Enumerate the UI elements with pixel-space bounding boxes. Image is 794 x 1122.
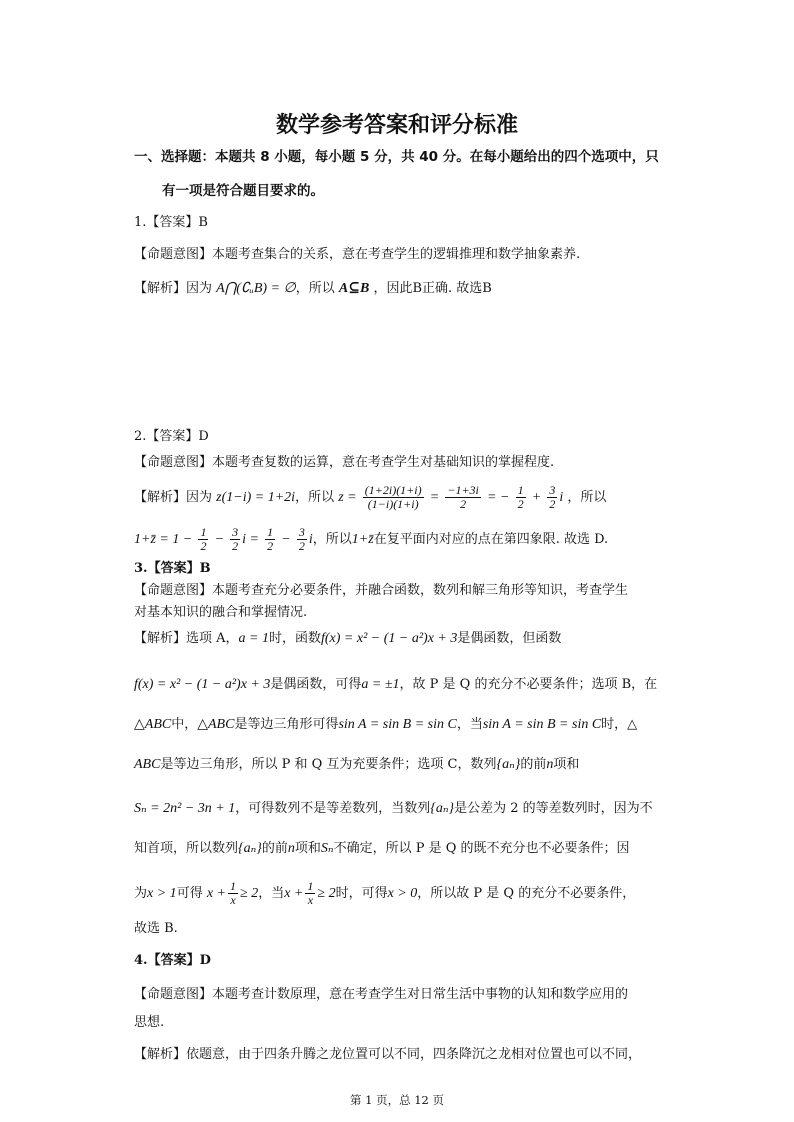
q3-analysis-a xyxy=(134,630,561,648)
q3-answer: 3.【答案】B xyxy=(134,561,211,576)
q3-intent-line1: 【命题意图】本题考查充分必要条件，并融合函数，数列和解三角形等知识，考查学生 xyxy=(134,583,629,598)
section-heading-line2: 有一项是符合题目要求的。 xyxy=(162,183,324,199)
q2-l2-b-num: 3 xyxy=(232,525,239,539)
q2-analysis-line2 xyxy=(134,526,608,553)
q2-l2-mid: ，所以 xyxy=(312,532,352,547)
q4-intent-line1: 【命题意图】本题考查计数原理，意在考查学生对日常生活中事物的认知和数学应用的 xyxy=(134,987,629,1002)
q3-a-fx: f(x) = x² − (1 − a²)x + 3 xyxy=(321,631,458,646)
q3-c-zh: 中， xyxy=(171,717,198,732)
q2-f2-den: 2 xyxy=(460,497,467,511)
q3-analysis-f xyxy=(134,840,630,858)
q3-g-cond: x > 1 xyxy=(147,886,177,901)
q3-g-den: x xyxy=(230,893,236,907)
q3-f-head: 知首项，所以数列 xyxy=(134,841,239,856)
q3-a-tail: 是偶函数，但函数 xyxy=(457,631,562,646)
q3-analysis-c xyxy=(134,716,637,734)
q4-answer: 4.【答案】D xyxy=(134,953,211,968)
q3-c-eq2: sin A = sin B = sin C xyxy=(482,717,602,732)
q3-b-mid: 是偶函数，可得 xyxy=(270,677,362,692)
q3-g-x: x + xyxy=(206,886,227,901)
q2-l2-a-num: 1 xyxy=(200,525,207,539)
q3-c-dang: ，当 xyxy=(456,717,483,732)
q3-c-mid: 是等边三角形可得 xyxy=(234,717,339,732)
q1-answer: 1.【答案】B xyxy=(134,215,208,230)
q3-b-tail: ，故 P 是 Q 的充分不必要条件；选项 B，在 xyxy=(399,677,658,692)
q1-eq-complement: A⋂(∁ᵤB) = ∅ xyxy=(216,281,296,296)
q2-l2-eq: i = xyxy=(242,532,260,547)
q1-analysis xyxy=(134,280,492,298)
q3-g-shi: 时，可得 xyxy=(335,886,388,901)
q3-g-den2: x xyxy=(307,893,314,907)
q3-f-an: {aₙ} xyxy=(238,841,262,856)
q3-d-an: {aₙ} xyxy=(496,757,521,772)
q3-conclusion: 故选 B. xyxy=(134,921,178,936)
q2-fraction-2 xyxy=(445,484,481,511)
q3-g-head: 为 xyxy=(134,886,148,901)
q2-l2-minus: − xyxy=(214,532,225,547)
q3-analysis-b xyxy=(134,676,657,694)
q3-e-sn: Sₙ = 2n² − 3n + 1 xyxy=(134,801,236,816)
q2-l2-b-den: 2 xyxy=(232,539,239,553)
q1-eq-subset: A⊆B xyxy=(338,281,370,296)
q3-c-tail: 时，△ xyxy=(601,717,638,732)
q3-a-label: 【解析】选项 A， xyxy=(134,631,239,646)
q1-intent: 【命题意图】本题考查集合的关系，意在考查学生的逻辑推理和数学抽象素养. xyxy=(134,247,581,262)
q3-analysis-e xyxy=(134,800,653,818)
q3-g-frac2 xyxy=(305,880,315,907)
q2-plus: + xyxy=(531,490,542,505)
q2-i: i xyxy=(559,490,564,505)
q1-mid: ，所以 xyxy=(295,281,335,296)
q3-analysis-d xyxy=(134,756,579,774)
q3-d-n: n xyxy=(546,757,554,772)
q2-l2-a-den: 2 xyxy=(200,539,207,553)
q2-l2-frac-a xyxy=(198,526,208,553)
q3-g-kd: 可得 xyxy=(176,886,203,901)
q1-tail: ，因此B正确. 故选B xyxy=(373,281,492,296)
q2-fraction-1 xyxy=(363,484,424,511)
q2-f1-den: (1−i)(1+i) xyxy=(367,497,419,511)
q2-l2-tail: 在复平面内对应的点在第四象限. 故选 D. xyxy=(373,532,609,547)
q3-f-tail: 不确定，所以 P 是 Q 的既不充分也不必要条件；因 xyxy=(333,841,630,856)
q2-l2-d-num: 3 xyxy=(298,525,305,539)
q3-b-fx: f(x) = x² − (1 − a²)x + 3 xyxy=(134,677,271,692)
q3-d-tail: 项和 xyxy=(553,757,580,772)
q2-l2-c-num: 1 xyxy=(267,525,274,539)
q2-intent: 【命题意图】本题考查复数的运算，意在考查学生对基础知识的掌握程度. xyxy=(134,455,555,470)
q3-g-x2: x + xyxy=(284,886,304,901)
q2-l2-i: i xyxy=(308,532,313,547)
q2-l2-frac-d xyxy=(297,526,307,553)
q3-c-eq: sin A = sin B = sin C xyxy=(338,717,457,732)
q3-f-sn: Sₙ xyxy=(320,841,334,856)
q2-minus: = − xyxy=(487,490,510,505)
q2-mid: ，所以 xyxy=(295,490,335,505)
q2-eq-sign: = xyxy=(429,490,440,505)
q2-t-den: 2 xyxy=(549,497,556,511)
q2-analysis-line1 xyxy=(134,484,606,511)
q2-h-num: 1 xyxy=(517,483,524,497)
q3-g-frac xyxy=(228,880,238,907)
q3-g-num2: 1 xyxy=(307,879,314,893)
q3-g-res: x > 0 xyxy=(387,886,418,901)
page-footer: 第 1 页，总 12 页 xyxy=(349,1093,445,1107)
q3-e-tail: 是公差为 2 的等差数列时，因为不 xyxy=(454,801,653,816)
q3-intent-line2: 对基本知识的融合和掌握情况. xyxy=(134,605,308,620)
q2-analysis-label: 【解析】因为 xyxy=(134,490,213,505)
q3-a-eq: a = 1 xyxy=(238,631,269,646)
q2-f1-num: (1+2i)(1+i) xyxy=(364,483,422,497)
page-title: 数学参考答案和评分标准 xyxy=(275,113,518,138)
q2-l2-frac-b xyxy=(230,526,240,553)
q3-d-qian: 的前 xyxy=(520,757,547,772)
q3-f-qian: 的前 xyxy=(261,841,288,856)
q3-g-num: 1 xyxy=(230,879,237,893)
q3-d-mid: 是等边三角形，所以 P 和 Q 互为充要条件；选项 C，数列 xyxy=(160,757,497,772)
q2-f2-num: −1+3i xyxy=(447,483,479,497)
q4-analysis: 【解析】依题意，由于四条升腾之龙位置可以不同，四条降沉之龙相对位置也可以不同， xyxy=(134,1047,642,1062)
q3-f-n: n xyxy=(287,841,295,856)
q2-fraction-half xyxy=(516,484,526,511)
q3-e-an: {aₙ} xyxy=(430,801,455,816)
q3-d-abc: ABC xyxy=(134,757,161,772)
q3-g-dang: ，当 xyxy=(258,886,285,901)
q3-f-he: 项和 xyxy=(294,841,321,856)
q2-tail: ，所以 xyxy=(567,490,607,505)
q2-l2-frac-c xyxy=(265,526,275,553)
q3-b-eq: a = ±1 xyxy=(361,677,400,692)
q2-h-den: 2 xyxy=(517,497,524,511)
q2-t-num: 3 xyxy=(549,483,556,497)
q2-l2-d-den: 2 xyxy=(298,539,305,553)
q2-fraction-three-half xyxy=(547,484,557,511)
q3-g-ge: ≥ 2 xyxy=(240,886,259,901)
q3-g-tail: ，所以故 P 是 Q 的充分不必要条件， xyxy=(417,886,636,901)
q1-analysis-label: 【解析】因为 xyxy=(134,281,213,296)
q3-c-tri: △ABC xyxy=(134,717,172,732)
section-heading-line1: 一、选择题：本题共 8 小题，每小题 5 分，共 40 分。在每小题给出的四个选项中，只 xyxy=(134,149,659,165)
q2-answer: 2.【答案】D xyxy=(134,429,209,444)
q3-c-tri2: △ABC xyxy=(197,717,235,732)
q3-e-mid: ，可得数列不是等差数列，当数列 xyxy=(235,801,431,816)
q2-z-eq: z = xyxy=(338,490,357,505)
q2-given: z(1−i) = 1+2i xyxy=(216,490,296,505)
q2-l2-expr: 1+z̄ xyxy=(351,532,374,547)
q3-a-mid: 时，函数 xyxy=(268,631,321,646)
q2-l2-minus2: − xyxy=(281,532,291,547)
q2-l2-c-den: 2 xyxy=(267,539,274,553)
q2-l2-lhs: 1+z̄ = 1 − xyxy=(134,532,193,547)
q4-intent-line2: 思想. xyxy=(134,1015,165,1030)
q3-analysis-g xyxy=(134,880,635,907)
q3-g-ge2: ≥ 2 xyxy=(317,886,336,901)
